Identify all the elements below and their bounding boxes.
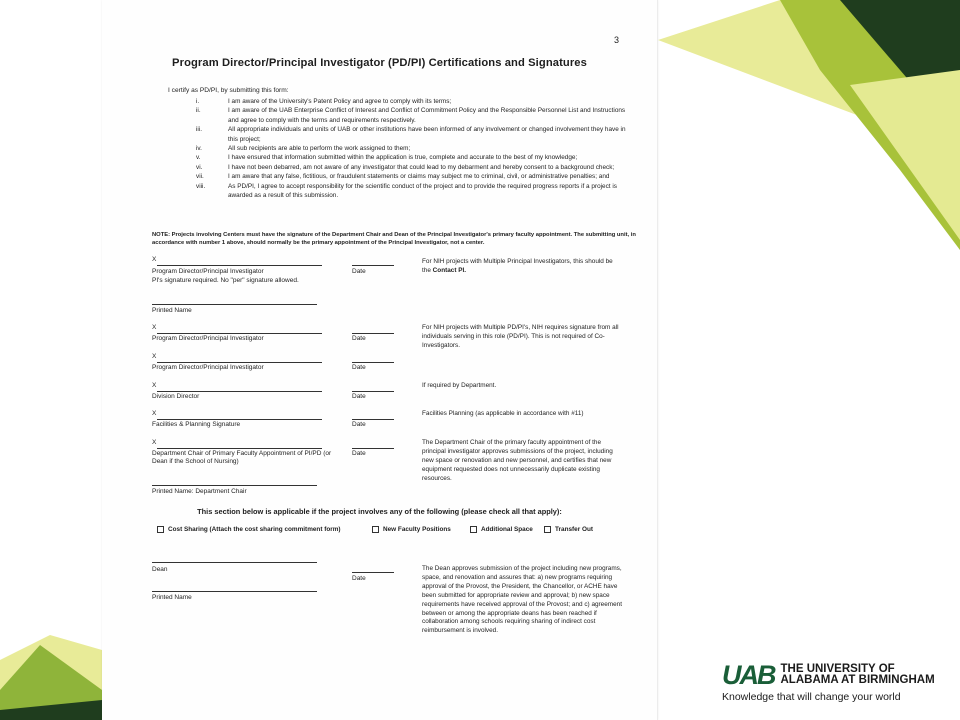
signature-line [157,333,322,334]
signature-x-mark: X [152,256,157,263]
list-item: viii. As PD/PI, I agree to accept responsibility for the scientific conduct of the project and to provide the required progress reports if a project is awarded as a result of this submission. [196,182,617,200]
signature-note: The Dean approves submission of the project including new programs, space, and renovation and assures that: a) new programs requiring approval of the Provost, the President, the Chancellor, or ACHE have been submitted for appropriate review and approval; b) new space requirements have received approval of the Provost; and c) agreement between or among the appropriate deans has been reached if collaboration among schools requiring sharing of indirect cost reimbursement is involved. [422,565,622,635]
date-label: Date [352,575,366,582]
printed-name-line [152,591,317,592]
brand-tagline: Knowledge that will change your world [722,691,901,703]
signature-label: Dean [152,566,168,573]
university-name: THE UNIVERSITY OF ALABAMA AT BIRMINGHAM [780,663,935,686]
page-number: 3 [613,35,619,45]
centers-note: NOTE: Projects involving Centers must have the signature of the Department Chair and Dean of the Principal Investigator's primary faculty appointment. The submitting unit, in accordance with number 1 above, should normally be the primary appointment of the Principal Investigator, not a center. [152,232,636,246]
date-line [352,572,394,573]
printed-name-line [152,485,317,486]
printed-name-label: Printed Name [152,594,192,601]
date-label: Date [352,393,366,400]
date-label: Date [352,421,366,428]
signature-note: If required by Department. [422,382,497,389]
signature-x-mark: X [152,324,157,331]
date-line [352,362,394,363]
signature-line [157,391,322,392]
list-item: iii. All appropriate individuals and units of UAB or other institutions have been informed of any involvement or changed involvement they have in this project; [196,126,626,143]
checkbox-transfer-out[interactable]: Transfer Out [544,526,593,533]
date-line [352,265,394,266]
checkbox-new-faculty[interactable]: New Faculty Positions [372,526,451,533]
date-line [352,448,394,449]
signature-note: For NIH projects with Multiple PD/PI's, NIH requires signature from all individuals serving in this role (PD/PI). This is not required of Co-Investigators. [422,324,619,349]
date-label: Date [352,335,366,342]
signature-label: Division Director [152,393,200,400]
printed-name-label: Printed Name: Department Chair [152,488,247,495]
section-heading: This section below is applicable if the project involves any of the following (please check all that apply): [197,507,562,516]
date-line [352,391,394,392]
checkbox-additional-space[interactable]: Additional Space [470,526,533,533]
printed-name-label: Printed Name [152,307,192,314]
signature-label: Program Director/Principal Investigator [152,335,264,342]
signature-label: Program Director/Principal Investigator [152,364,264,371]
signature-line [157,362,322,363]
list-item: i. I am aware of the University's Patent Policy and agree to comply with its terms; [196,98,452,105]
signature-label: Program Director/Principal Investigator [152,268,264,275]
signature-x-mark: X [152,382,157,389]
document-title: Program Director/Principal Investigator (PD/PI) Certifications and Signatures [172,57,587,69]
list-item: vi. I have not been debarred, am not aware of any investigator that could lead to my debarment and hereby consent to a background check; [196,163,615,171]
uab-brand [722,660,935,703]
scanned-document-page [102,0,658,720]
date-label: Date [352,450,366,457]
date-label: Date [352,364,366,371]
list-item: iv. All sub recipients are able to perform the work assigned to them; [196,145,411,153]
signature-note: Facilities Planning (as applicable in accordance with #11) [422,410,584,417]
signature-line [157,265,322,266]
certification-list [196,97,636,200]
signature-x-mark: X [152,410,157,417]
signature-note: For NIH projects with Multiple Principal Investigators, this should be the Contact PI. [422,258,613,274]
checkbox-box[interactable] [544,526,551,533]
signature-line [152,562,317,563]
signature-line [157,419,322,420]
date-line [352,333,394,334]
signature-x-mark: X [152,353,157,360]
list-item: vii. I am aware that any false, fictitious, or fraudulent statements or claims may subject me to criminal, civil, or administrative penalties; and [196,173,610,181]
checkbox-cost-sharing[interactable]: Cost Sharing (Attach the cost sharing commitment form) [157,526,341,533]
checkbox-box[interactable] [372,526,379,533]
certify-intro: I certify as PD/PI, by submitting this form: [168,87,289,94]
signature-note: The Department Chair of the primary faculty appointment of the principal investigator approves submissions of the project, including new space or renovation and new personnel, and certifies that new equipment requested does not unnecessarily duplicate existing resources. [422,439,613,482]
uab-logo: UAB [722,660,775,690]
date-label: Date [352,268,366,275]
printed-name-line [152,304,317,305]
signature-label: Department Chair of Primary Faculty Appointment of PI/PD (or Dean if the School of Nursing) [152,450,332,466]
signature-sublabel: PI's signature required. No "per" signature allowed. [152,277,299,284]
list-item: ii. I am aware of the UAB Enterprise Conflict of Interest and Conflict of Commitment Policy and the Responsible Personnel List and Instructions and agree to comply with the terms and requirements respectively. [196,107,626,124]
signature-line [157,448,322,449]
list-item: v. I have ensured that information submitted within the application is true, complete and accurate to the best of my knowledge; [196,154,578,162]
checkbox-box[interactable] [157,526,164,533]
signature-label: Facilities & Planning Signature [152,421,241,428]
signature-x-mark: X [152,439,157,446]
date-line [352,419,394,420]
checkbox-box[interactable] [470,526,477,533]
